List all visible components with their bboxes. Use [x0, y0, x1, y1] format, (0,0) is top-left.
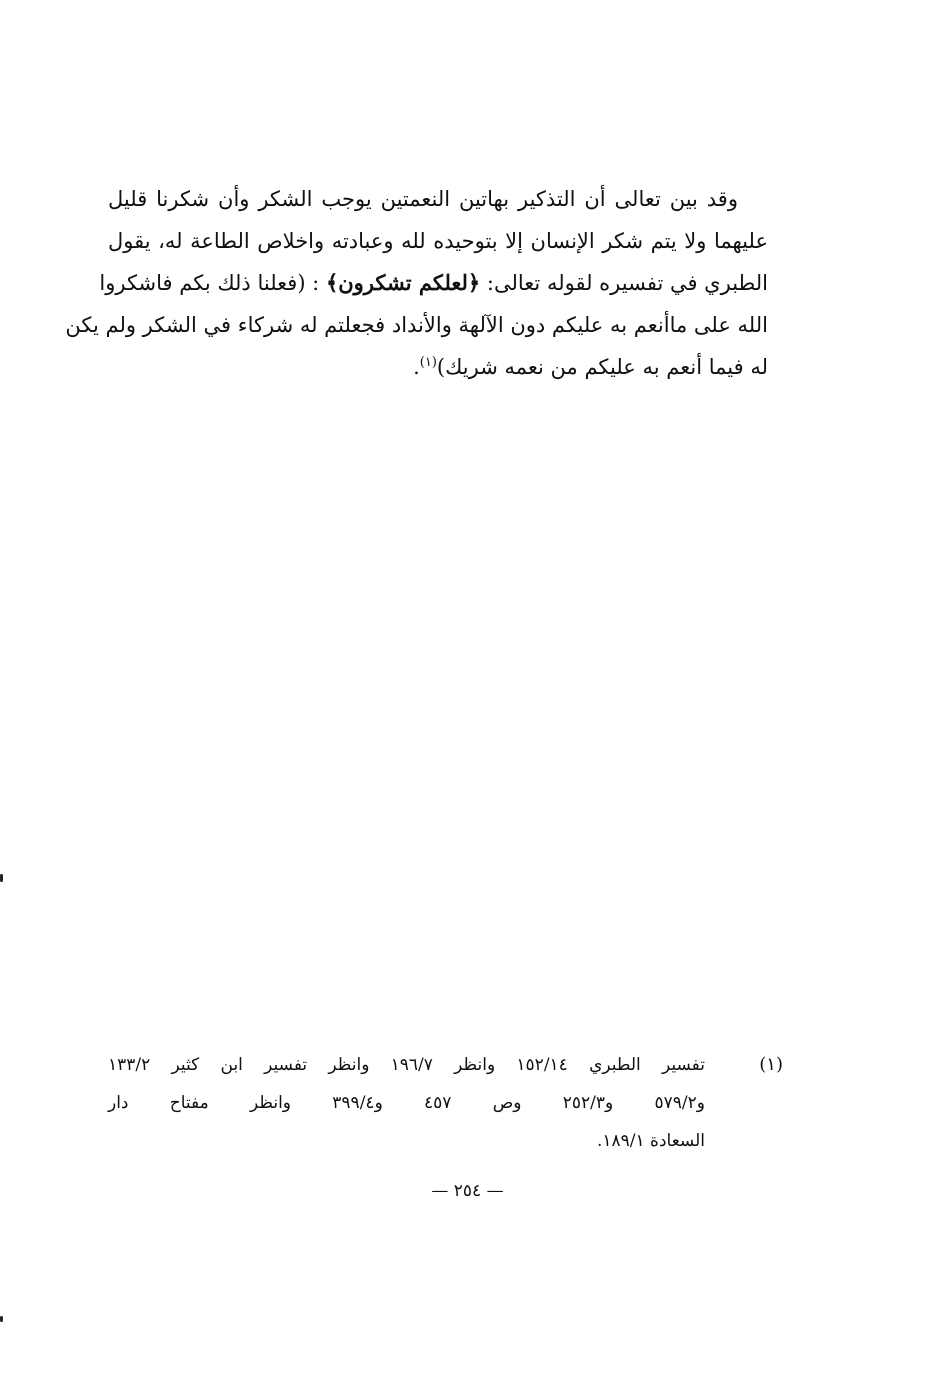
quran-verse: ﴿لعلكم تشكرون﴾: [325, 270, 481, 295]
page-number: — ٢٥٤ —: [431, 1181, 504, 1201]
footnote-text: [108, 1046, 705, 1160]
paragraph-line: الطبري في تفسيره لقوله تعالى: ﴿لعلكم تشكرون﴾ : (فعلنا ذلك بكم فاشكروا: [99, 270, 768, 295]
paragraph-line: الله على ماأنعم به عليكم دون الآلهة والأنداد فجعلتم له شركاء في الشكر ولم يكن: [65, 313, 768, 337]
footnote-reference[interactable]: (١): [419, 355, 437, 370]
footnote-line: السعادة ١٨٩/١.: [596, 1131, 705, 1151]
footnote-marker: (١): [759, 1054, 783, 1075]
paragraph-line: له فيما أنعم به عليكم من نعمه شريك)$^{(١)}$.: [413, 355, 768, 379]
scan-speck: [0, 874, 3, 882]
footnote-entry: [108, 1046, 783, 1160]
footnote: [108, 1046, 783, 1160]
scan-speck: [0, 1316, 3, 1322]
footnote-line: تفسير الطبري ١٥٢/١٤ وانظر ١٩٦/٧ وانظر تفسير ابن كثير ١٣٣/٢: [108, 1055, 705, 1075]
main-paragraph: [65, 178, 768, 388]
paragraph-line: وقد بين تعالى أن التذكير بهاتين النعمتين يوجب الشكر وأن شكرنا قليل: [108, 187, 738, 211]
paragraph-line: عليهما ولا يتم شكر الإنسان إلا بتوحيده لله وعبادته واخلاص الطاعة له، يقول: [108, 229, 768, 253]
footnote-line: و٥٧٩/٢ و٢٥٢/٣ وص ٤٥٧ و٣٩٩/٤ وانظر مفتاح دار: [108, 1093, 705, 1113]
